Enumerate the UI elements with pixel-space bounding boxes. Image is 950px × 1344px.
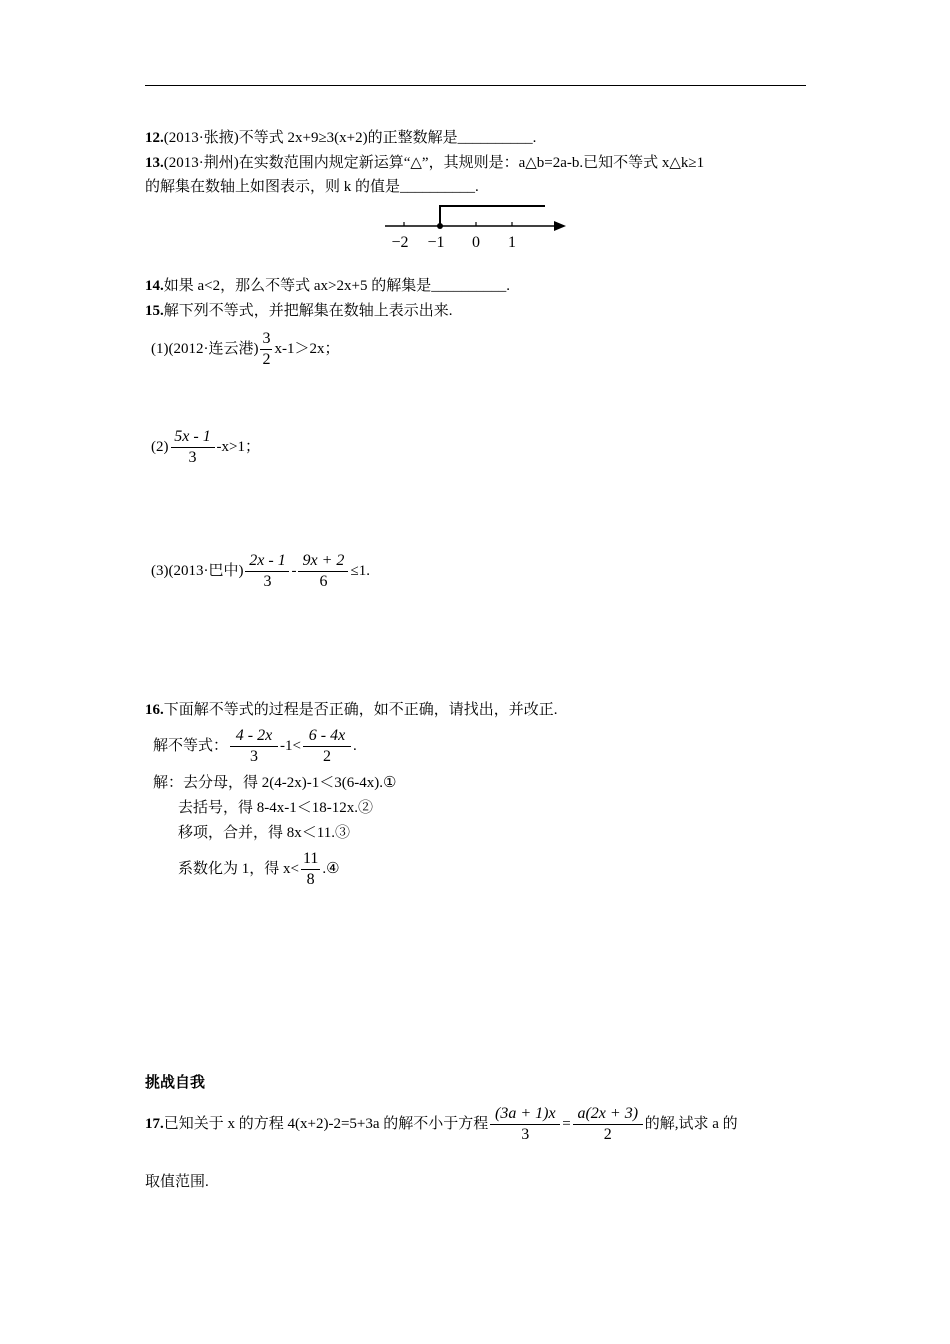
question-15-part1 [151,327,339,371]
denominator: 3 [245,571,289,592]
question-text: 的解,试求 a 的 [644,1116,738,1132]
expression-tail: -x>1； [216,439,260,455]
section-heading: 挑战自我 [145,1073,206,1091]
expression-tail: . [352,738,357,754]
question-16 [145,700,558,720]
tick-label: 1 [508,234,516,251]
denominator: 2 [573,1124,643,1145]
question-15-part3 [151,549,370,593]
expression-tail: x-1＞2x； [274,341,340,357]
question-17-line2 [145,1172,209,1192]
tick-label: 0 [472,234,480,251]
fraction [573,1104,643,1145]
solution-step-4 [178,847,340,891]
tick-label: −1 [427,234,445,251]
step-text: 系数化为 1，得 x< [178,861,299,877]
fraction [245,551,289,592]
question-12 [145,128,536,148]
step-text: 解：去分母，得 2(4-2x)-1＜3(6-4x).① [153,775,397,791]
question-13-line2 [145,177,479,197]
solution-step-3 [178,823,350,843]
question-number: 17. [145,1116,164,1132]
question-number: 13. [145,155,164,171]
numerator: 3 [262,330,271,348]
expression-tail: .④ [322,861,340,877]
header-rule [145,85,806,86]
question-15-part2 [151,425,260,469]
question-text: 下面解不等式的过程是否正确，如不正确，请找出，并改正. [163,702,558,718]
question-number: 16. [145,702,164,718]
fraction [298,551,348,592]
solution-step-2 [178,798,373,818]
question-text: 已知关于 x 的方程 4(x+2)-2=5+3a 的解不小于方程 [163,1116,489,1132]
numerator: 4 - 2x [235,727,273,745]
part-label: (1)(2012·连云港) [151,341,259,357]
question-text: 如果 a<2，那么不等式 ax>2x+5 的解集是__________. [163,278,510,294]
denominator: 2 [303,746,351,767]
question-number: 14. [145,278,164,294]
operator: = [562,1116,571,1132]
question-number: 12. [145,130,164,146]
fraction [171,427,215,468]
numerator: 2x - 1 [249,552,286,570]
numerator: 6 - 4x [308,727,346,745]
question-text: 解下列不等式，并把解集在数轴上表示出来. [163,303,453,319]
denominator: 3 [171,447,215,468]
question-17 [145,1102,738,1146]
expression-tail: ≤1. [350,563,370,579]
numerator: a(2x + 3) [577,1105,639,1123]
question-text: 的解集在数轴上如图表示，则 k 的值是__________. [145,179,479,195]
step-text: 移项，合并，得 8x＜11.③ [178,825,350,841]
fraction [303,726,351,767]
part-label: (2) [151,439,169,455]
question-15 [145,301,453,321]
numerator: 9x + 2 [302,552,345,570]
denominator: 3 [230,746,278,767]
closed-endpoint-dot [437,223,443,229]
fraction [490,1104,560,1145]
problem-label: 解不等式： [153,738,229,754]
numerator: (3a + 1)x [495,1105,556,1123]
question-13-line1 [145,153,704,173]
fraction [301,849,320,890]
fraction [260,329,272,370]
numerator: 11 [302,850,319,868]
denominator: 2 [262,351,271,369]
operator: -1< [280,738,301,754]
question-number: 15. [145,303,164,319]
solution-step-1 [153,773,396,793]
arrowhead-icon [554,221,566,231]
question-16-problem [153,724,357,768]
question-text: (2013·荆州)在实数范围内规定新运算“△”，其规则是：a△b=2a-b.已知不等式 x△k≥1 [163,155,705,171]
fraction [230,726,278,767]
step-text: 去括号，得 8-4x-1＜18-12x.② [178,800,373,816]
operator: - [291,563,297,579]
denominator: 8 [301,869,320,890]
denominator: 6 [298,571,348,592]
denominator: 3 [490,1124,560,1145]
part-label: (3)(2013·巴中) [151,563,244,579]
tick-label: −2 [391,234,409,251]
solution-bracket [440,206,545,226]
numerator: 5x - 1 [174,428,211,446]
question-text: (2013·张掖)不等式 2x+9≥3(x+2)的正整数解是__________. [163,130,537,146]
question-14 [145,276,510,296]
number-line-figure [380,198,580,256]
question-text: 取值范围. [145,1174,209,1190]
